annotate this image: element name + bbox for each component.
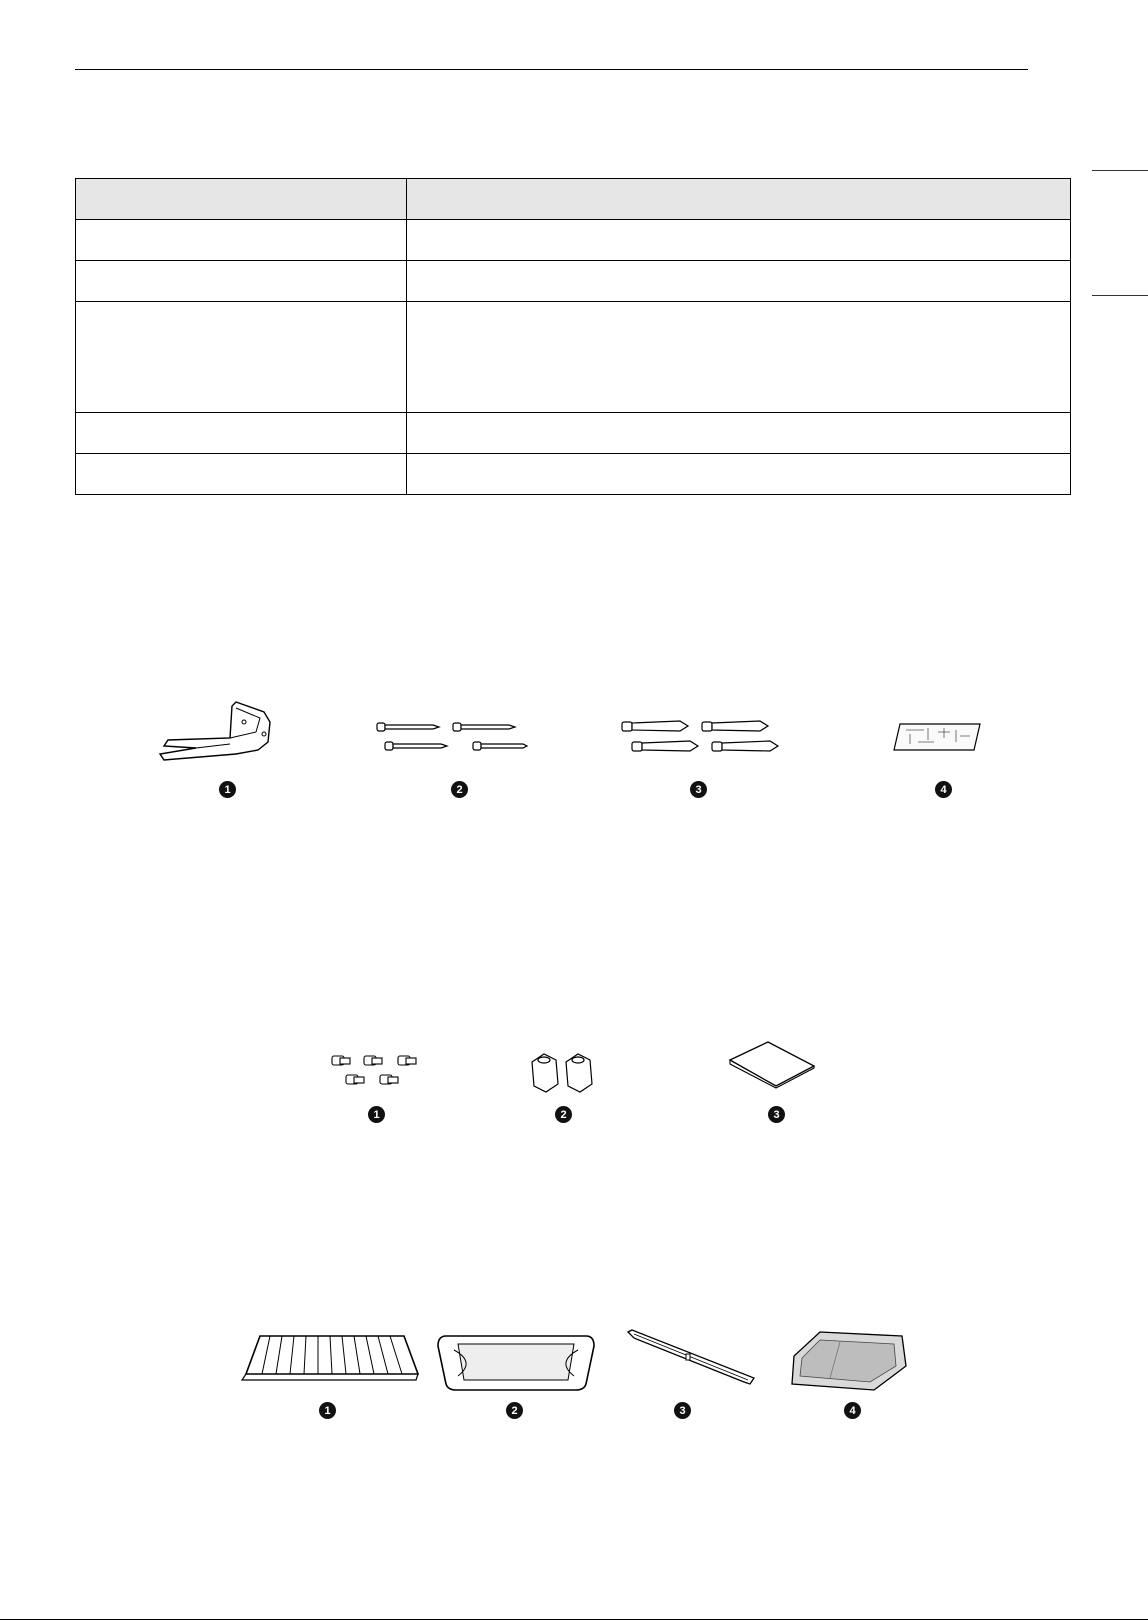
table-header-row: [76, 179, 1071, 220]
header-rule: [75, 69, 1028, 70]
item-number-badge: 4: [935, 781, 952, 798]
table-row: [76, 261, 1071, 302]
item-number-badge: 1: [219, 781, 236, 798]
item-number-badge: 3: [674, 1402, 691, 1419]
table-cell: [407, 454, 1071, 495]
anti-tip-bracket-icon: [160, 698, 280, 768]
item-number-badge: 3: [690, 781, 707, 798]
item-number-badge: 4: [844, 1402, 861, 1419]
orifice-set-icon: [330, 1053, 425, 1093]
side-tab-mark-bottom: [1092, 295, 1148, 296]
booklet-icon: [728, 1040, 818, 1090]
wall-anchors-icon: [620, 718, 780, 758]
table-cell: [76, 413, 407, 454]
table-row: [76, 454, 1071, 495]
table-cell: [76, 261, 407, 302]
item-number-badge: 2: [451, 781, 468, 798]
side-tab-mark-top: [1092, 170, 1148, 171]
table-cell: [407, 220, 1071, 261]
table-cell: [407, 413, 1071, 454]
table-header-cell: [407, 179, 1071, 220]
rack-rail-icon: [626, 1328, 756, 1388]
specification-table: [75, 178, 1071, 495]
item-number-badge: 2: [506, 1402, 523, 1419]
table-row: [76, 220, 1071, 261]
oven-rack-icon: [240, 1334, 420, 1384]
table-cell: [76, 302, 407, 413]
footer-rule: [0, 1619, 1148, 1620]
template-sheet-icon: [894, 722, 984, 752]
item-number-badge: 2: [555, 1106, 572, 1123]
table-row: [76, 302, 1071, 413]
table-cell: [76, 454, 407, 495]
table-header-cell: [76, 179, 407, 220]
item-number-badge: 3: [768, 1106, 785, 1123]
table-cell: [407, 261, 1071, 302]
table-cell: [407, 302, 1071, 413]
screws-icon: [375, 720, 525, 756]
air-fry-tray-icon: [790, 1330, 910, 1392]
table-cell: [76, 220, 407, 261]
item-number-badge: 1: [319, 1402, 336, 1419]
broil-pan-icon: [436, 1332, 596, 1392]
hex-nuts-icon: [528, 1052, 598, 1096]
table-row: [76, 413, 1071, 454]
item-number-badge: 1: [368, 1106, 385, 1123]
